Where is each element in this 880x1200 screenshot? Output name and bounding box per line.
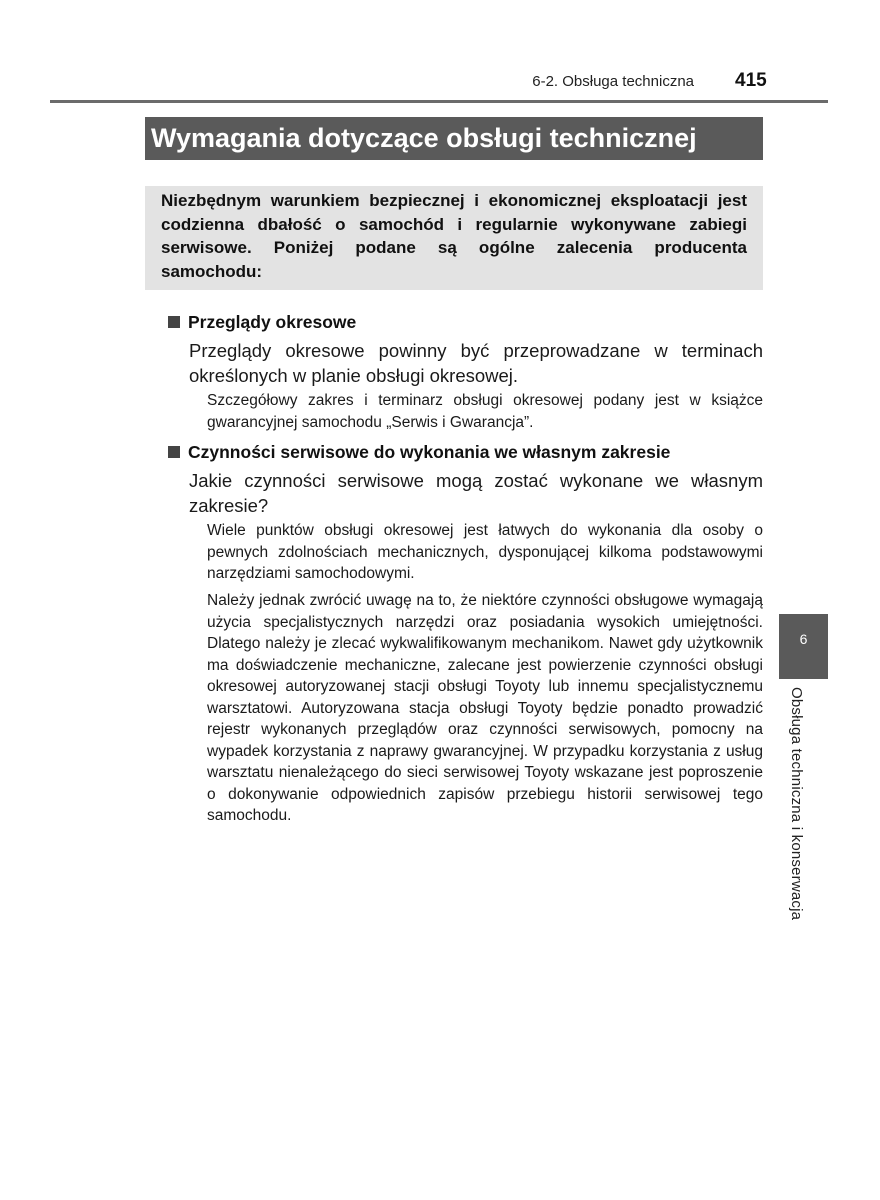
- section-heading: [168, 441, 768, 463]
- header-divider: [50, 100, 828, 103]
- section-paragraph: Należy jednak zwrócić uwagę na to, że niektóre czynności obsługowe wymagają użycia specjalistycznych narzędzi oraz posiadania wysokich umiejętności. Dlatego należy je zlecać wykwalifikowanym mechanikom. Nawet gdy użytkownik ma doświadczenie mechaniczne, zalecane jest powierzenie czynności obsługi okresowej autoryzowanej stacji obsługi Toyoty lub innemu specjalistycznemu warsztatowi. Autoryzowana stacja obsługi Toyoty będzie ponadto prowadzić rejestr wykonanych przeglądów oraz czynności serwisowych, pomocny na wypadek korzystania z naprawy gwarancyjnej. W przypadku korzystania z usług warsztatu nienależącego do sieci serwisowej Toyoty wskazane jest poproszenie o dokonywanie odpowiednich zapisów przebiegu historii serwisowej tego samochodu.: [207, 592, 763, 824]
- chapter-label: Obsługa techniczna i konserwacja: [788, 687, 805, 921]
- section-paragraph: Szczegółowy zakres i terminarz obsługi okresowej podany jest w książce gwarancyjnej samochodu „Serwis i Gwarancja”.: [207, 392, 763, 431]
- intro-box: Niezbędnym warunkiem bezpiecznej i ekonomicznej eksploatacji jest codzienna dbałość o samochód i regularnie wykonywane zabiegi serwisowe. Poniżej podane są ogólne zalecenia producenta samochodu:: [145, 186, 763, 290]
- chapter-number: 6: [799, 631, 808, 647]
- section-heading-text: Przeglądy okresowe: [188, 312, 357, 332]
- section-periodic-inspections: [168, 311, 768, 333]
- page-number: 415: [735, 70, 767, 91]
- section-lead: Przeglądy okresowe powinny być przeprowadzane w terminach określonych w planie obsługi okresowej.: [189, 340, 763, 386]
- square-bullet-icon: [168, 316, 180, 328]
- square-bullet-icon: [168, 446, 180, 458]
- section-heading-text: Czynności serwisowe do wykonania we własnym zakresie: [188, 442, 671, 462]
- section-lead: Jakie czynności serwisowe mogą zostać wykonane we własnym zakresie?: [189, 470, 763, 516]
- section-self-service: [168, 441, 768, 463]
- section-heading: [168, 311, 768, 333]
- chapter-tab: [779, 614, 828, 679]
- page-title: Wymagania dotyczące obsługi technicznej: [145, 117, 763, 160]
- running-header-section: 6-2. Obsługa techniczna: [532, 73, 694, 90]
- section-paragraph: Wiele punktów obsługi okresowej jest łatwych do wykonania dla osoby o pewnych zdolnościach mechanicznych, dysponującej kilkoma podstawowymi narzędziami samochodowymi.: [207, 522, 763, 582]
